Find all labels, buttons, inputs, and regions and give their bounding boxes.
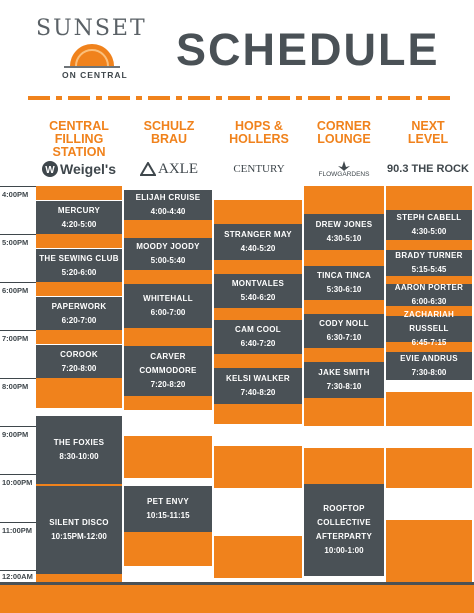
event-block[interactable]: PAPERWORK 6:20-7:00 [36, 297, 122, 330]
event-block[interactable]: CARVER COMMODORE 7:20-8:20 [124, 346, 212, 396]
event-block[interactable]: ROOFTOP COLLECTIVE AFTERPARTY 10:00-1:00 [304, 484, 384, 576]
footer-band [0, 585, 474, 613]
event-block[interactable]: THE FOXIES 8:30-10:00 [36, 416, 122, 484]
event-block[interactable]: MOODY JOODY 5:00-5:40 [124, 238, 212, 270]
event-block[interactable]: MERCURY 4:20-5:00 [36, 201, 122, 234]
event-block[interactable]: THE SEWING CLUB 5:20-6:00 [36, 249, 122, 282]
event-block[interactable]: COROOK 7:20-8:00 [36, 345, 122, 378]
logo-word: SUNSET [36, 16, 147, 41]
svg-text:W: W [45, 165, 55, 176]
event-block[interactable]: CODY NOLL 6:30-7:10 [304, 314, 384, 348]
event-block[interactable]: ZACHARIAH RUSSELL 6:45-7:15 [386, 316, 472, 342]
sponsor-weigels: W Weigel's [36, 157, 122, 181]
venue-schulz-brau: SCHULZ BRAU [143, 119, 195, 146]
venue-central-filling-station: CENTRAL FILLING STATION [49, 119, 109, 159]
event-block[interactable]: EVIE ANDRUS 7:30-8:00 [386, 352, 472, 380]
event-block[interactable]: AARON PORTER 6:00-6:30 [386, 284, 472, 306]
event-block[interactable]: STEPH CABELL 4:30-5:00 [386, 210, 472, 240]
axle-logo-icon [140, 162, 156, 176]
divider [28, 96, 452, 100]
time-label: 12:00AM [2, 572, 33, 581]
venue-corner-lounge: CORNER LOUNGE [316, 119, 372, 146]
event-block[interactable]: PET ENVY 10:15-11:15 [124, 486, 212, 532]
time-label: 6:00PM [2, 286, 29, 295]
event-block[interactable]: MONTVALES 5:40-6:20 [214, 274, 302, 308]
sponsor-flowgardens: FLOWGARDENS [304, 157, 384, 181]
event-block[interactable]: SILENT DISCO 10:15PM-12:00 [36, 486, 122, 574]
time-label: 9:00PM [2, 430, 29, 439]
event-block[interactable]: STRANGER MAY 4:40-5:20 [214, 224, 302, 260]
event-block[interactable]: DREW JONES 4:30-5:10 [304, 214, 384, 250]
time-label: 4:00PM [2, 190, 29, 199]
event-block[interactable]: CAM COOL 6:40-7:20 [214, 320, 302, 354]
sunset-logo [28, 8, 147, 88]
time-column [0, 186, 36, 582]
time-label: 11:00PM [2, 526, 33, 535]
weigels-logo-icon [42, 161, 58, 177]
page-title: SCHEDULE [176, 24, 440, 75]
event-block[interactable]: BRADY TURNER 5:15-5:45 [386, 250, 472, 276]
venue-next-level: NEXT LEVEL [407, 119, 449, 146]
sponsor-century: CENTURY [233, 163, 285, 175]
column-schulz-brau [124, 186, 212, 582]
column-corner-lounge [304, 186, 384, 582]
schedule-grid [0, 186, 474, 582]
event-block[interactable]: JAKE SMITH 7:30-8:10 [304, 362, 384, 398]
logo-subtitle: ON CENTRAL [62, 70, 128, 80]
column-central-filling-station [36, 186, 122, 582]
sponsor-the-rock: 90.3 THE ROCK [387, 163, 469, 175]
event-block[interactable]: TINCA TINCA 5:30-6:10 [304, 266, 384, 300]
venue-hops-hollers: HOPS & HOLLERS [229, 119, 289, 146]
sponsor-axle: AXLE [124, 157, 214, 181]
time-label: 5:00PM [2, 238, 29, 247]
sun-icon [64, 44, 120, 68]
column-hops-hollers [214, 186, 302, 582]
event-block[interactable]: WHITEHALL 6:00-7:00 [124, 284, 212, 328]
time-label: 8:00PM [2, 382, 29, 391]
time-label: 10:00PM [2, 478, 33, 487]
event-block[interactable]: ELIJAH CRUISE 4:00-4:40 [124, 190, 212, 220]
event-block[interactable]: KELSI WALKER 7:40-8:20 [214, 368, 302, 404]
time-label: 7:00PM [2, 334, 29, 343]
leaf-icon [338, 161, 350, 171]
column-next-level [386, 186, 472, 582]
